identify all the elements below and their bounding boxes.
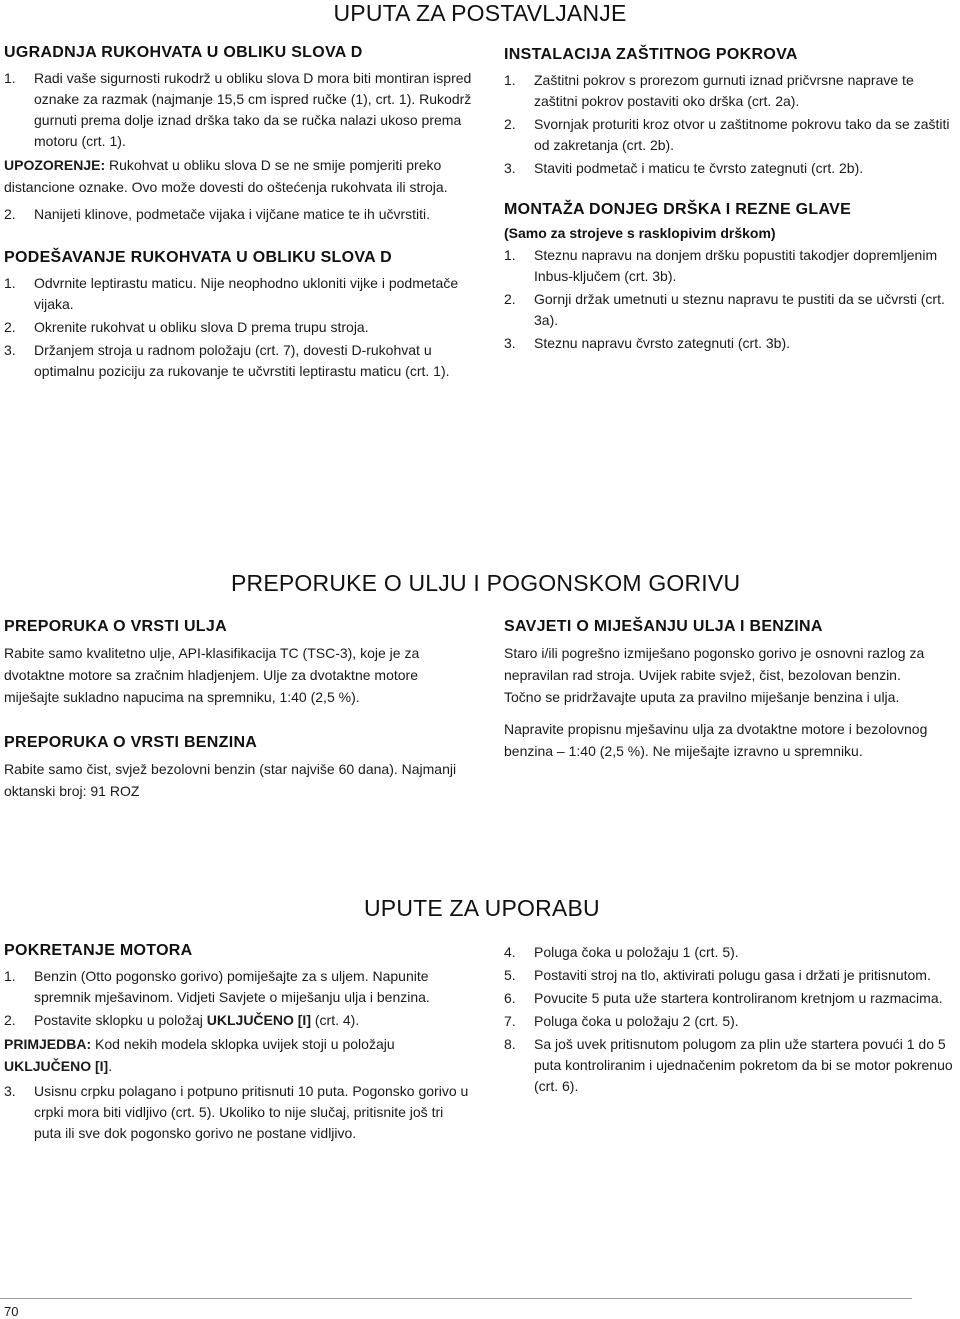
list-item: [4, 340, 474, 382]
step-text: Zaštitni pokrov s prorezom gurnuti iznad pričvrsne naprave te zaštitni pokrov postaviti oko drška (crt. 2a).: [534, 72, 914, 109]
list-item: [504, 965, 956, 986]
step-number: 3.: [4, 342, 16, 358]
warning-label: UPOZORENJE:: [4, 157, 106, 173]
switch-position-label: UKLJUČENO [I]: [206, 1012, 311, 1028]
warning-note: [4, 154, 474, 198]
list-item: [504, 245, 954, 287]
fuel-type-text: Rabite samo čist, svjež bezolovni benzin (star najviše 60 dana). Najmanji oktanski broj: 91 ROZ: [4, 761, 457, 799]
mixing-tips-text-2: Napravite propisnu mješavinu ulja za dvotaktne motore i bezolovnog benzina – 1:40 (2,5 %). Ne miješajte izravno u spremniku.: [504, 721, 928, 759]
step-text: Steznu napravu na donjem dršku popustiti takodjer dopremljenim Inbus-ključem (crt. 3b).: [534, 247, 938, 284]
step-text: Nanijeti klinove, podmetače vijaka i vijčane matice te ih učvrstiti.: [34, 206, 431, 222]
step-number: 2.: [504, 291, 516, 307]
adjust-steps-list: [4, 273, 474, 382]
step-text: Poluga čoka u položaju 2 (crt. 5).: [534, 1013, 739, 1029]
list-item: [4, 317, 474, 338]
start-steps-list-continued: [504, 942, 956, 1097]
list-item: [4, 966, 474, 1008]
footer-divider: [0, 1298, 912, 1299]
step-text: Steznu napravu čvrsto zategnuti (crt. 3b).: [534, 335, 791, 351]
step-text: Držanjem stroja u radnom položaju (crt. 7), dovesti D-rukohvat u optimalnu poziciju za rukovanje te učvrstiti leptirastu maticu (crt. 1).: [34, 342, 450, 379]
note-end: .: [108, 1058, 113, 1074]
install-d-handle-heading: UGRADNJA RUKOHVATA U OBLIKU SLOVA D: [4, 44, 363, 61]
step-text: Okrenite rukohvat u obliku slova D prema trupu stroja.: [34, 319, 369, 335]
section-title-setup: UPUTA ZA POSTAVLJANJE: [333, 0, 627, 26]
list-item: [4, 204, 474, 225]
guard-install-heading: INSTALACIJA ZAŠTITNOG POKROVA: [504, 46, 798, 63]
step-number: 3.: [504, 160, 516, 176]
step-text: Gornji držak umetnuti u steznu napravu te pustiti da se učvrsti (crt. 3a).: [534, 291, 945, 328]
adjust-d-handle-heading: PODEŠAVANJE RUKOHVATA U OBLIKU SLOVA D: [4, 249, 393, 266]
step-number: 1.: [504, 247, 516, 263]
list-item: [504, 114, 954, 156]
step-text: Odvrnite leptirastu maticu. Nije neophodno ukloniti vijke i podmetače vijaka.: [34, 275, 459, 312]
list-item: [504, 70, 954, 112]
mixing-tips-heading: SAVJETI O MIJEŠANJU ULJA I BENZINA: [504, 618, 823, 635]
guard-steps-list: [504, 70, 954, 179]
fuel-type-heading: PREPORUKA O VRSTI BENZINA: [4, 734, 258, 751]
list-item: [504, 942, 956, 963]
step-number: 1.: [4, 968, 16, 984]
step-number: 2.: [4, 206, 16, 222]
note-text: Kod nekih modela sklopka uvijek stoji u položaju: [91, 1036, 395, 1052]
usage-right-column: [504, 942, 956, 1099]
step-text: Sa još uvek pritisnutom polugom za plin uže startera povući 1 do 5 puta kontroliranim i ujednačenim pokretom da bi se motor pokrenuo (crt. 6).: [534, 1036, 953, 1094]
step-text: Radi vaše sigurnosti rukodrž u obliku slova D mora biti montiran ispred oznake za razmak (najmanje 15,5 cm ispred ručke (1), crt. 1). Rukodrž gurnuti prema dolje iznad drška tako da se ručka nalazi ukoso prema motoru (crt. 1).: [34, 70, 472, 149]
list-item: [504, 988, 956, 1009]
setup-left-column: [4, 44, 474, 384]
step-text: Svornjak proturiti kroz otvor u zaštitnome pokrovu tako da se zaštiti od zakretanja (crt. 2b).: [534, 116, 950, 153]
usage-left-column: [4, 942, 474, 1146]
step-number: 1.: [4, 275, 16, 291]
list-item: [4, 1010, 474, 1031]
warning-text: Rukohvat u obliku slova D se ne smije pomjeriti preko distancione oznake. Ovo može dovesti do oštećenja rukohvata ili stroja.: [4, 157, 448, 195]
install-steps-list: [4, 68, 474, 152]
step-number: 2.: [504, 116, 516, 132]
oil-right-column: [504, 618, 934, 772]
note-paragraph: [4, 1033, 474, 1077]
step-text-part: (crt. 4).: [311, 1012, 360, 1028]
lower-shaft-steps-list: [504, 245, 954, 354]
list-item: [504, 333, 954, 354]
step-number: 2.: [4, 319, 16, 335]
step-number: 5.: [504, 967, 516, 983]
oil-type-heading: PREPORUKA O VRSTI ULJA: [4, 618, 227, 635]
list-item: [504, 1011, 956, 1032]
step-number: 1.: [504, 72, 516, 88]
step-text: Poluga čoka u položaju 1 (crt. 5).: [534, 944, 739, 960]
step-text: Povucite 5 puta uže startera kontroliranom kretnjom u razmacima.: [534, 990, 943, 1006]
section-title-oil: PREPORUKE O ULJU I POGONSKOM GORIVU: [231, 570, 741, 596]
step-text-part: Postavite sklopku u položaj: [34, 1012, 207, 1028]
step-number: 6.: [504, 990, 516, 1006]
step-number: 7.: [504, 1013, 516, 1029]
list-item: [504, 158, 954, 179]
setup-right-column: [504, 46, 954, 356]
step-text: Benzin (Otto pogonsko gorivo) pomiješajte za s uljem. Napunite spremnik mješavinom. Vidjeti Savjete o miješanju ulja i benzina.: [34, 968, 430, 1005]
install-steps-list-b: [4, 204, 474, 225]
engine-start-heading: POKRETANJE MOTORA: [4, 942, 193, 959]
note-label: PRIMJEDBA:: [4, 1036, 92, 1052]
step-text: Staviti podmetač i maticu te čvrsto zategnuti (crt. 2b).: [534, 160, 864, 176]
list-item: [4, 68, 474, 152]
list-item: [504, 289, 954, 331]
step-text: Usisnu crpku polagano i potpuno pritisnuti 10 puta. Pogonsko gorivo u crpki mora biti vidljivo (crt. 5). Ukoliko to nije slučaj, pritisnite još tri puta ili sve dok pogonsko gorivo ne postane vidljivo.: [34, 1083, 469, 1141]
step-number: 4.: [504, 944, 516, 960]
start-steps-list: [4, 966, 474, 1031]
section-title-usage: UPUTE ZA UPORABU: [364, 895, 600, 921]
oil-type-text: Rabite samo kvalitetno ulje, API-klasifikacija TC (TSC-3), koje je za dvotaktne motore sa zračnim hladjenjem. Ulje za dvotaktne motore miješajte sukladno napucima na spremniku, 1:40 (2,5 %).: [4, 645, 420, 705]
list-item: [504, 1034, 956, 1097]
note-switch-position: UKLJUČENO [I]: [4, 1058, 109, 1074]
step-number: 2.: [4, 1012, 16, 1028]
mixing-tips-text-1: Staro i/ili pogrešno izmiješano pogonsko gorivo je osnovni razlog za nepravilan rad stroja. Uvijek rabite svjež, čist, bezolovan benzin. Točno se pridržavajte uputa za pravilno miješanje benzina i ulja.: [504, 645, 925, 705]
step-number: 1.: [4, 70, 16, 86]
lower-shaft-heading: MONTAŽA DONJEG DRŠKA I REZNE GLAVE: [504, 201, 852, 218]
page-number: 70: [4, 1304, 19, 1319]
lower-shaft-subheading: (Samo za strojeve s rasklopivim drškom): [504, 225, 776, 241]
list-item: [4, 1081, 474, 1144]
step-text: [34, 1010, 474, 1031]
list-item: [4, 273, 474, 315]
start-steps-list-b: [4, 1081, 474, 1144]
oil-left-column: [4, 618, 474, 812]
step-number: 8.: [504, 1036, 516, 1052]
step-number: 3.: [4, 1083, 16, 1099]
step-text: Postaviti stroj na tlo, aktivirati polugu gasa i držati je pritisnutom.: [534, 967, 931, 983]
step-number: 3.: [504, 335, 516, 351]
